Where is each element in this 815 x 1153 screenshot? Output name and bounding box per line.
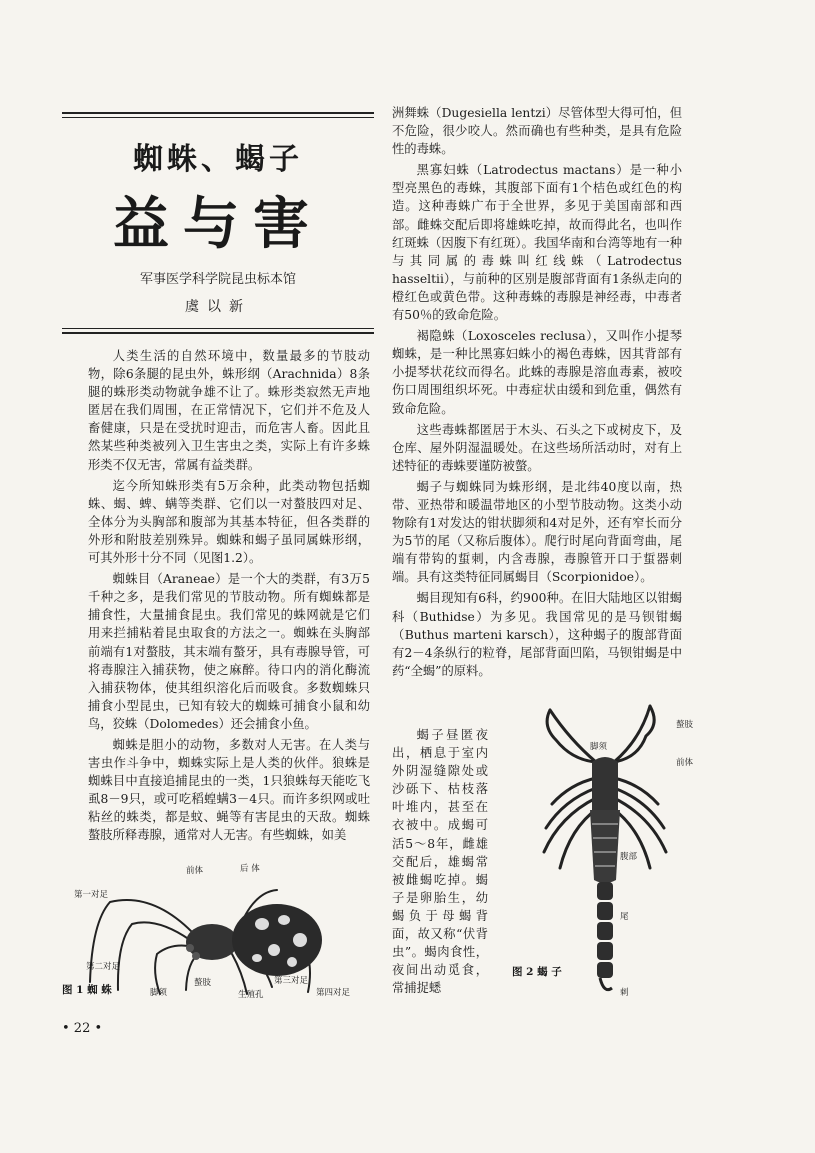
right-paragraph-6: 蝎目现知有6科，约900种。在旧大陆地区以钳蝎科（Buthidse）为多见。我国常见的是马钡钳蝎（Buthus marteni karsch），这种蝎子的腹部背面有2－4条纵行的粒脊，尾部背面凹陷，马钡钳蝎是中药“全蝎”的原料。 — [392, 591, 682, 678]
figure-1-caption: 图 1 蜘 蛛 — [62, 984, 112, 996]
label-spider-leg1: 第一对足 — [74, 890, 109, 900]
affiliation: 军事医学科学院昆虫标本馆 — [139, 272, 296, 287]
label-spider-head: 前体 — [186, 866, 204, 876]
left-paragraph-4: 蜘蛛是胆小的动物，多数对人无害。在人类与害虫作斗争中，蜘蛛实际上是人类的伙伴。狼蛛是蜘蛛目中直接追捕昆虫的一类，1只狼蛛每天能吃飞虱8－9只，或可吃稻蝗螨3－4只。而许多织网或吐粘丝的蛛类，都是蚊、蝇等有害昆虫的天敌。蜘蛛螯肢所释毒腺，通常对人无害。有些蜘蛛，如美 — [88, 737, 370, 843]
label-spider-chelicera: 螯肢 — [194, 978, 212, 988]
right-column-narrow — [392, 726, 488, 1000]
label-scorpion-sting: 刺 — [620, 988, 629, 998]
label-scorpion-chela: 螯肢 — [676, 720, 694, 730]
left-paragraph-3: 蜘蛛目（Araneae）是一个大的类群，有3万5千种之多，是我们常见的节肢动物。所有蜘蛛都是捕食性，大量捕食昆虫。我们常见的蛛网就是它们用来拦捕粘着昆虫取食的方法之一。蜘蛛在头胸部前端有1对螯肢，其末端有螯牙，具有毒腺导管，可将毒腺注入捕获物，使之麻醉。待口内的消化酶流入捕获物体，使其组织溶化后而吸食。多数蜘蛛只捕食小型昆虫，已知有较大的蜘蛛可捕食小鼠和幼鸟，狡蛛（Dolomedes）还会捕食小鱼。 — [88, 572, 370, 731]
label-spider-leg3: 第三对足 — [274, 976, 309, 986]
author: 虞以新 — [185, 299, 251, 315]
label-spider-leg4: 第四对足 — [316, 988, 351, 998]
title-line-2: 益与害 — [113, 191, 323, 257]
label-scorpion-tail: 尾 — [620, 912, 629, 922]
label-spider-leg2: 第二对足 — [86, 962, 121, 972]
right-paragraph-1: 洲舞蛛（Dugesiella lentzi）尽管体型大得可怕，但不危险，很少咬人。然而确也有些种类，是具有危险性的毒蛛。 — [392, 106, 682, 157]
label-spider-abdomen: 后 体 — [240, 864, 260, 874]
title-top-rule-thin — [62, 117, 374, 118]
left-paragraph-1: 人类生活的自然环境中，数量最多的节肢动物，除6条腿的昆虫外，蛛形纲（Arachnida）8条腿的蛛形类动物就争雄不让了。蛛形类寂然无声地匿居在我们周围，在正常情况下，它们并不危及人畜健康，只是在受扰时迎击，而危害人畜。因此且然某些种类被列入卫生害虫之类，实际上有许多蛛形类不仅无害，常属有益类群。 — [88, 349, 370, 472]
right-paragraph-7: 蝎子昼匿夜出，栖息于室内外阴湿缝隙处或沙砾下、枯枝落叶堆内，甚至在衣被中。成蝎可活5～8年，雌雄交配后，雄蝎常被雌蝎吃掉。蝎子是卵胎生，幼蝎负于母蝎背面，故又称“伏背虫”。蝎肉食性，夜间出动觅食，常捕捉蟋 — [392, 728, 488, 996]
spider-illustration — [62, 862, 372, 1000]
title-line-1: 蜘蛛、蝎子 — [133, 142, 303, 177]
page-number: • 22 • — [62, 1021, 103, 1036]
label-scorpion-mesosoma: 腹部 — [620, 852, 638, 862]
label-spider-spiracle: 生殖孔 — [238, 990, 264, 1000]
figure-2-scorpion — [500, 700, 710, 1000]
right-paragraph-5: 蝎子与蜘蛛同为蛛形纲，是北纬40度以南，热带、亚热带和暖温带地区的小型节肢动物。这类小动物除有1对发达的钳状脚须和4对足外，还有窄长而分为5节的尾（又称后腹体）。爬行时尾向背面弯曲，尾端有带钩的蜇刺，内含毒腺，毒腺管开口于蜇器刺端。具有这类特征同属蝎目（Scorpionidoe）。 — [392, 479, 682, 585]
left-column — [88, 347, 370, 848]
label-scorpion-prosoma: 前体 — [676, 758, 694, 768]
label-scorpion-pedipalp: 脚须 — [590, 742, 608, 752]
right-paragraph-2: 黑寡妇蛛（Latrodectus mactans）是一种小型亮黑色的毒蛛，其腹部下面有1个桔色或红色的构造。这种毒蛛广布于全世界，多见于美国南部和西部。雌蛛交配后即将雄蛛吃掉，故而得此名，也叫作红斑蛛（因腹下有红斑）。我国华南和台湾等地有一种与其同属的毒蛛叫红线蛛（Latrodectus hasseltii），与前种的区别是腹部背面有1条纵走向的橙红色或黄色带。这种毒蛛的毒腺是神经毒，中毒者有50％的致命危险。 — [392, 163, 682, 323]
figure-1-spider — [62, 862, 372, 1000]
right-paragraph-3: 褐隐蛛（Loxosceles reclusa），又叫作小提琴蜘蛛，是一种比黑寡妇蛛小的褐色毒蛛，因其背部有小提琴状花纹而得名。此蛛的毒腺是溶血毒素，被咬伤口周围组织坏死。中毒症状由缓和到危重，偶然有致命危险。 — [392, 329, 682, 416]
title-bottom-rule-thick — [62, 332, 374, 334]
title-top-rule — [62, 112, 374, 114]
right-paragraph-4: 这些毒蛛都匿居于木头、石头之下或树皮下，及仓库、屋外阴湿温暖处。在这些场所活动时，对有上述特征的毒蛛要谨防被螫。 — [392, 422, 682, 473]
title-bottom-rule — [62, 328, 374, 329]
left-paragraph-2: 迄今所知蛛形类有5万余种，此类动物包括蜘蛛、蝎、蜱、螨等类群、它们以一对螯肢四对足、全体分为头胸部和腹部为其基本特征，但各类群的外形和附肢差别殊异。蜘蛛和蝎子虽同属蛛形纲，可其外形十分不同（见图1.2）。 — [88, 478, 370, 566]
label-spider-palp: 脚须 — [150, 988, 168, 998]
figure-2-caption: 图 2 蝎 子 — [512, 966, 562, 978]
right-column — [392, 104, 682, 683]
